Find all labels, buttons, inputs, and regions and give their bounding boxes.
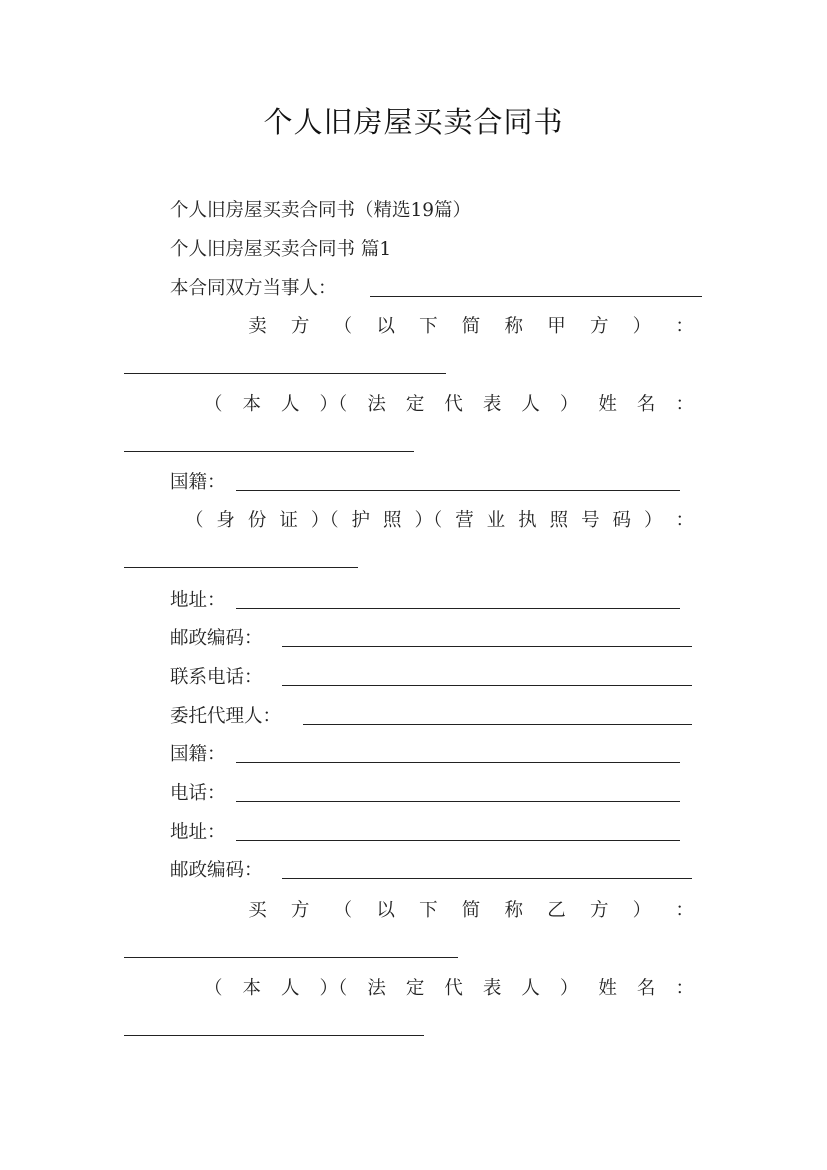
section-heading: 个人旧房屋买卖合同书 篇1 <box>170 239 392 260</box>
seller-address-label: 地址： <box>170 590 226 611</box>
seller-nationality-blank[interactable] <box>236 490 680 491</box>
seller-id-label: （ 身 份 证 ）（ 护 照 ）（ 营 业 执 照 号 码 ） ： <box>184 510 694 531</box>
buyer-name-blank[interactable] <box>124 1035 424 1036</box>
seller-nationality-label: 国籍： <box>170 472 226 493</box>
agent-address-blank[interactable] <box>236 840 680 841</box>
agent-phone-label: 电话： <box>170 783 226 804</box>
seller-address-blank[interactable] <box>236 608 680 609</box>
subtitle: 个人旧房屋买卖合同书（精选19篇） <box>170 200 472 221</box>
seller-postcode-label: 邮政编码： <box>170 628 263 649</box>
seller-postcode-blank[interactable] <box>282 646 692 647</box>
agent-address-label: 地址： <box>170 822 226 843</box>
buyer-label: 买 方 （ 以 下 简 称 乙 方 ） ： <box>248 900 694 921</box>
seller-blank[interactable] <box>124 373 446 374</box>
parties-blank[interactable] <box>370 296 702 297</box>
agent-nationality-blank[interactable] <box>236 762 680 763</box>
agent-label: 委托代理人： <box>170 706 282 727</box>
agent-blank[interactable] <box>303 724 692 725</box>
seller-id-blank[interactable] <box>124 567 358 568</box>
parties-label: 本合同双方当事人： <box>170 278 337 299</box>
parties-line <box>170 277 337 301</box>
seller-contact-phone-blank[interactable] <box>282 685 692 686</box>
agent-postcode-label: 邮政编码： <box>170 860 263 881</box>
agent-nationality-label: 国籍： <box>170 744 226 765</box>
agent-phone-blank[interactable] <box>236 801 680 802</box>
seller-label: 卖 方 （ 以 下 简 称 甲 方 ） ： <box>248 316 694 337</box>
buyer-name-label: （ 本 人 ）（ 法 定 代 表 人 ） 姓 名 ： <box>204 978 694 999</box>
page-title: 个人旧房屋买卖合同书 <box>263 105 564 139</box>
agent-postcode-blank[interactable] <box>282 878 692 879</box>
seller-name-label: （ 本 人 ）（ 法 定 代 表 人 ） 姓 名 ： <box>204 394 694 415</box>
buyer-blank[interactable] <box>124 957 458 958</box>
seller-contact-phone-label: 联系电话： <box>170 667 263 688</box>
seller-name-blank[interactable] <box>124 451 414 452</box>
